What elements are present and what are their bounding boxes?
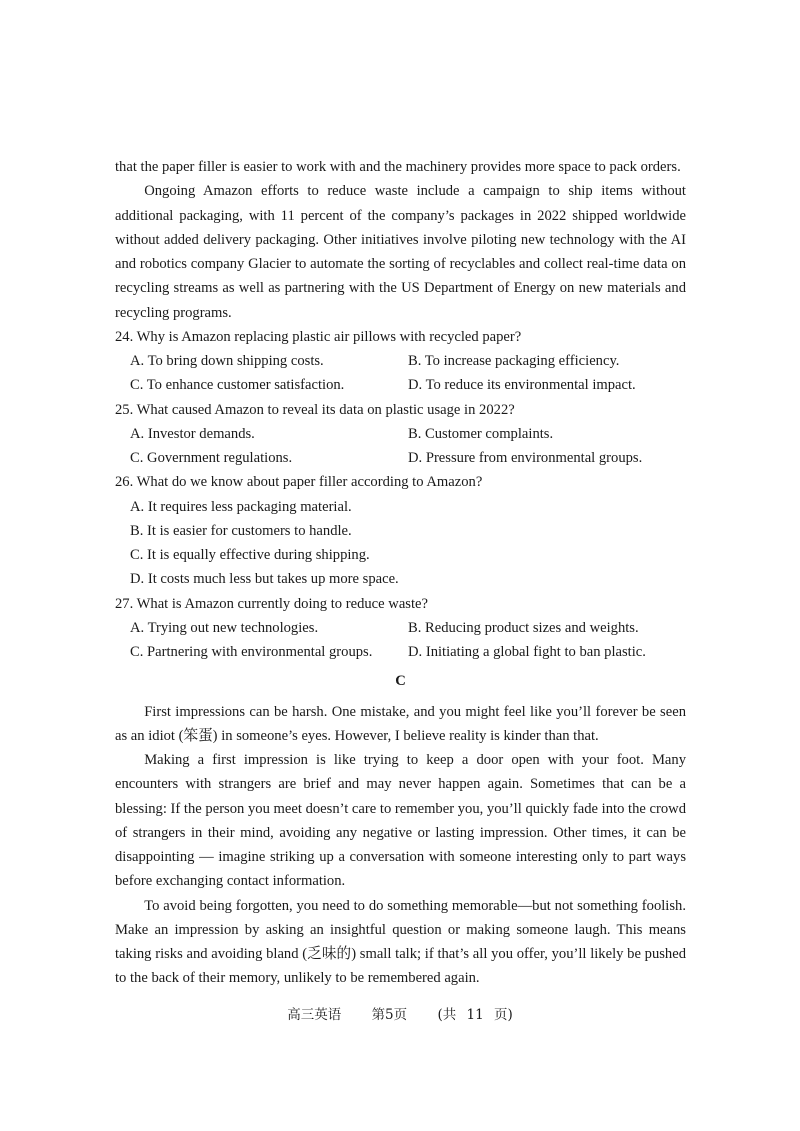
question-26 <box>115 470 686 591</box>
option-d: D. Pressure from environmental groups. <box>408 450 643 466</box>
passage-c-paragraph: To avoid being forgotten, you need to do something memorable—but not something foolish. Make an impression by asking an insightful question or making someone laugh. This means taking risks and avoiding bland (乏味的) small talk; if that’s all you offer, you’ll likely be pushed to the back of their memory, unlikely to be remembered again. <box>115 897 686 987</box>
passage-c-paragraph: First impressions can be harsh. One mistake, and you might feel like you’ll forever be seen as an idiot (笨蛋) in someone’s eyes. However, I believe reality is kinder than that. <box>115 703 686 744</box>
option-c: C. It is equally effective during shipping. <box>130 547 370 563</box>
question-24 <box>115 325 686 398</box>
option-c: C. Government regulations. <box>130 450 293 466</box>
option-b: B. It is easier for customers to handle. <box>130 522 352 539</box>
question-27 <box>115 592 686 665</box>
passage-b-paragraph: that the paper filler is easier to work with and the machinery provides more space to pack orders. <box>115 159 681 175</box>
option-c: C. Partnering with environmental groups. <box>130 644 373 660</box>
option-a: A. Investor demands. <box>130 425 255 442</box>
section-heading: C <box>395 673 406 690</box>
footer-total-pages: (共 11 页) <box>437 1006 513 1023</box>
question-stem: 24. Why is Amazon replacing plastic air pillows with recycled paper? <box>115 328 522 345</box>
option-b: B. To increase packaging efficiency. <box>408 353 620 369</box>
question-stem: 25. What caused Amazon to reveal its data on plastic usage in 2022? <box>115 401 515 418</box>
page-footer <box>0 1005 800 1045</box>
passage-b-paragraph: Ongoing Amazon efforts to reduce waste include a campaign to ship items without additional packaging, with 11 percent of the company’s packages in 2022 shipped worldwide without added delivery packaging. Other initiatives involve piloting new technology with the AI and robotics company Glacier to automate the sorting of recyclables and collect real-time data on recycling streams as well as partnering with the US Department of Energy on new materials and recycling programs. <box>115 183 686 321</box>
footer-page-number: 第5页 <box>371 1006 408 1023</box>
option-d: D. It costs much less but takes up more space. <box>130 571 399 588</box>
option-d: D. Initiating a global fight to ban plastic. <box>408 644 646 660</box>
question-25 <box>115 398 686 471</box>
option-d: D. To reduce its environmental impact. <box>408 377 636 394</box>
option-c: C. To enhance customer satisfaction. <box>130 377 345 394</box>
footer-subject: 高三英语 <box>287 1006 342 1023</box>
option-a: A. It requires less packaging material. <box>130 498 352 515</box>
option-b: B. Customer complaints. <box>408 425 554 442</box>
option-a: A. Trying out new technologies. <box>130 619 319 636</box>
question-stem: 27. What is Amazon currently doing to reduce waste? <box>115 595 428 612</box>
option-a: A. To bring down shipping costs. <box>130 353 324 369</box>
question-stem: 26. What do we know about paper filler according to Amazon? <box>115 474 483 491</box>
option-b: B. Reducing product sizes and weights. <box>408 619 639 636</box>
exam-page <box>115 155 686 991</box>
passage-c-paragraph: Making a first impression is like trying to keep a door open with your foot. Many encounters with strangers are brief and may never happen again. Sometimes that can be a blessing: If the person you meet doesn’t care to remember you, you’ll quickly fade into the crowd of strangers in their mind, avoiding any negative or lasting impression. Other times, it can be disappointing — imagine striking up a conversation with someone interesting only to part ways before exchanging contact information. <box>115 752 686 890</box>
